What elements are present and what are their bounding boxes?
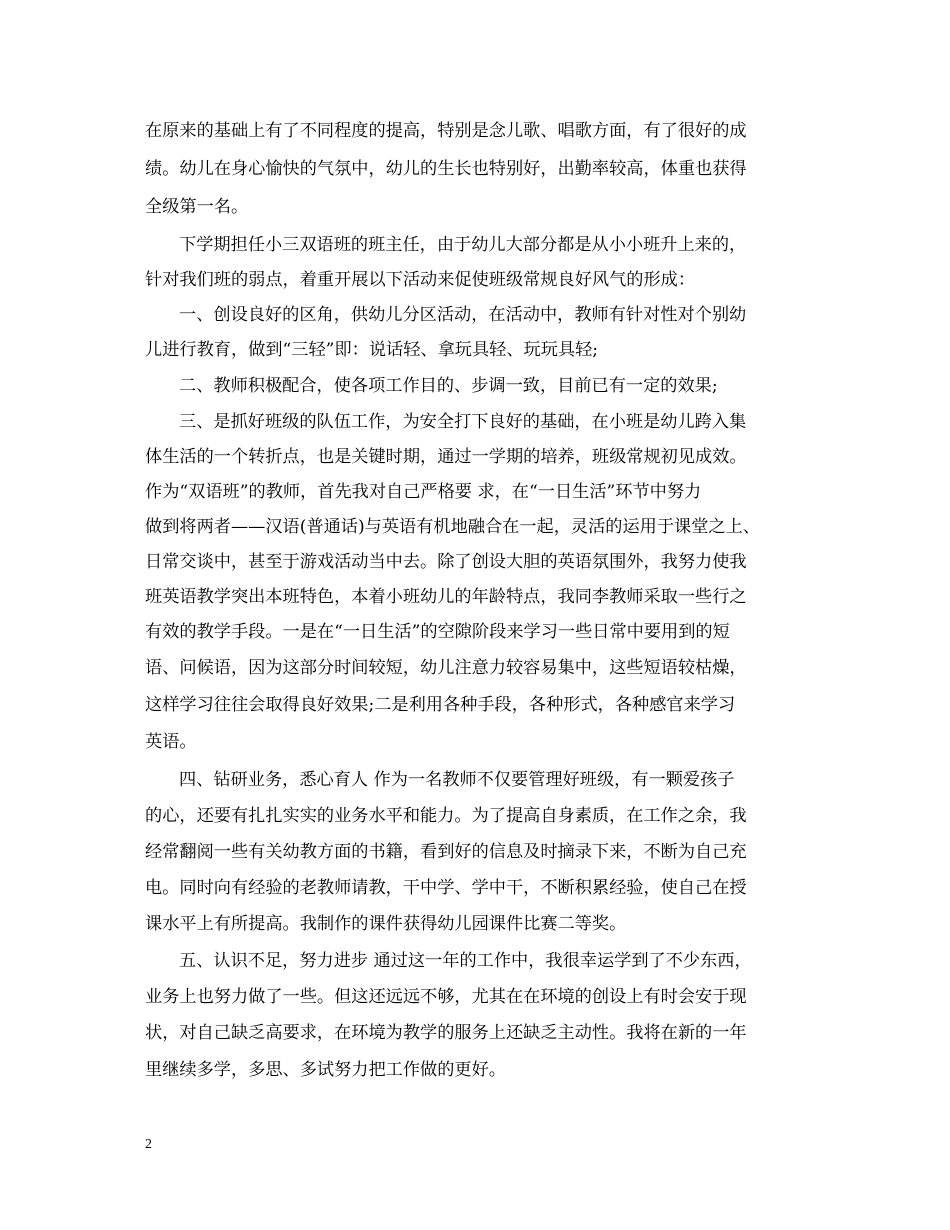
- text-line: 体生活的一个转折点，也是关键时期，通过一学期的培养，班级常规初见成效。: [145, 447, 747, 467]
- text-line: 儿进行教育，做到“三轻”即：说话轻、拿玩具轻、玩玩具轻;: [145, 340, 599, 360]
- text-line: 一、创设良好的区角，供幼儿分区活动，在活动中，教师有针对性对个别幼: [179, 305, 747, 325]
- text-line: 二、教师积极配合，使各项工作目的、步调一致，目前已有一定的效果;: [179, 376, 718, 396]
- text-line: 在原来的基础上有了不同程度的提高，特别是念儿歌、唱歌方面，有了很好的成: [145, 121, 747, 141]
- text-line: 这样学习往往会取得良好效果;二是利用各种手段，各种形式，各种感官来学习: [145, 695, 736, 715]
- text-line: 语、问候语，因为这部分时间较短，幼儿注意力较容易集中，这些短语较枯燥，: [145, 658, 747, 678]
- text-line: 全级第一名。: [145, 197, 249, 217]
- text-line: 四、钻研业务，悉心育人 作为一名教师不仅要管理好班级，有一颗爱孩子: [179, 770, 735, 790]
- text-line: 业务上也努力做了一些。但这还远远不够，尤其在在环境的创设上有时会安于现: [145, 987, 747, 1007]
- text-line: 课水平上有所提高。我制作的课件获得幼儿园课件比赛二等奖。: [145, 914, 627, 934]
- text-line: 作为“双语班”的教师，首先我对自己严格要 求，在“一日生活”环节中努力: [145, 482, 702, 502]
- text-line: 针对我们班的弱点，着重开展以下活动来促使班级常规良好风气的形成：: [145, 270, 696, 290]
- text-line: 经常翻阅一些有关幼教方面的书籍，看到好的信息及时摘录下来，不断为自己充: [145, 842, 747, 862]
- text-line: 五、认识不足，努力进步 通过这一年的工作中，我很幸运学到了不少东西，: [179, 951, 752, 971]
- text-line: 状，对自己缺乏高要求，在环境为教学的服务上还缺乏主动性。我将在新的一年: [145, 1023, 747, 1043]
- text-line: 里继续多学，多思、多试努力把工作做的更好。: [145, 1060, 506, 1080]
- text-line: 做到将两者——汉语(普通话)与英语有机地融合在一起，灵活的运用于课堂之上、: [145, 517, 760, 537]
- text-line: 三、是抓好班级的队伍工作，为安全打下良好的基础，在小班是幼儿跨入集: [179, 412, 747, 432]
- text-line: 英语。: [145, 732, 197, 752]
- text-line: 日常交谈中，甚至于游戏活动当中去。除了创设大胆的英语氛围外，我努力使我: [145, 552, 747, 572]
- text-line: 有效的教学手段。一是在“一日生活”的空隙阶段来学习一些日常中要用到的短: [145, 622, 730, 642]
- text-line: 绩。幼儿在身心愉快的气氛中，幼儿的生长也特别好，出勤率较高，体重也获得: [145, 159, 747, 179]
- page-number: 2: [145, 1137, 152, 1152]
- text-line: 的心，还要有扎扎实实的业务水平和能力。为了提高自身素质，在工作之余，我: [145, 806, 747, 826]
- text-line: 下学期担任小三双语班的班主任，由于幼儿大部分都是从小小班升上来的，: [179, 235, 747, 255]
- text-line: 班英语教学突出本班特色，本着小班幼儿的年龄特点，我同李教师采取一些行之: [145, 587, 747, 607]
- text-line: 电。同时向有经验的老教师请教，干中学、学中干，不断积累经验，使自己在授: [145, 878, 747, 898]
